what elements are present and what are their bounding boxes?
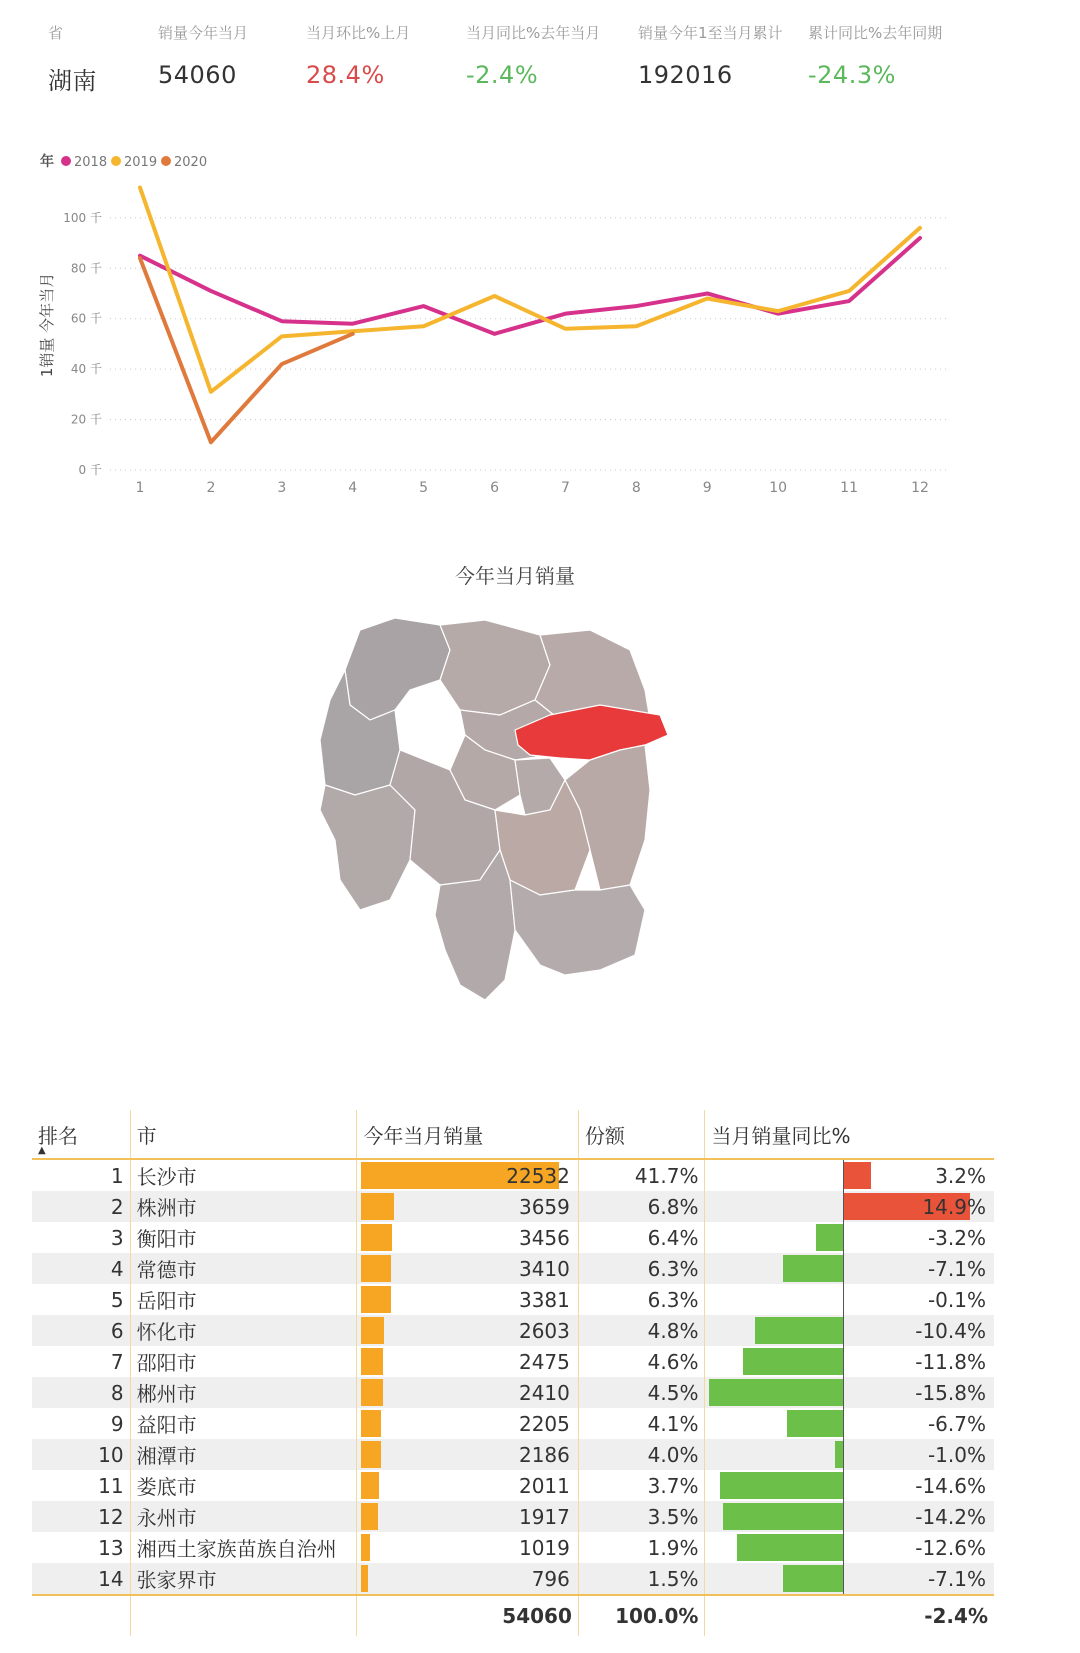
rank-cell: 1 <box>32 1159 130 1191</box>
yoy-value: -14.6% <box>915 1473 986 1498</box>
kpi-cumulative-yoy <box>808 22 942 89</box>
sales-value: 796 <box>531 1566 570 1591</box>
legend-marker <box>111 156 121 166</box>
yoy-value: -15.8% <box>915 1380 986 1405</box>
share-cell: 3.5% <box>578 1501 705 1532</box>
city-cell: 邵阳市 <box>130 1346 357 1377</box>
kpi-label: 销量今年当月 <box>158 24 249 42</box>
yoy-cell <box>705 1377 994 1408</box>
share-cell: 6.3% <box>578 1284 705 1315</box>
sales-value: 2410 <box>518 1380 570 1405</box>
table-row[interactable] <box>32 1470 994 1501</box>
kpi-label: 累计同比%去年同期 <box>808 24 943 42</box>
sales-cell <box>357 1532 579 1563</box>
yoy-value: -12.6% <box>915 1535 986 1560</box>
yoy-value: -7.1% <box>927 1256 986 1281</box>
yoy-cell <box>705 1315 994 1346</box>
yoy-value: -11.8% <box>915 1349 986 1374</box>
city-cell: 岳阳市 <box>130 1284 357 1315</box>
yoy-value: 14.9% <box>922 1194 986 1219</box>
line-chart <box>0 140 1080 540</box>
sales-value: 1019 <box>518 1535 570 1560</box>
legend-title: 年 <box>40 154 54 170</box>
yoy-cell <box>705 1408 994 1439</box>
city-cell: 益阳市 <box>130 1408 357 1439</box>
x-tick-label: 12 <box>911 480 929 496</box>
yoy-cell <box>705 1439 994 1470</box>
col-header-sales[interactable]: 今年当月销量 <box>357 1110 579 1159</box>
share-cell: 41.7% <box>578 1159 705 1191</box>
yoy-cell <box>705 1159 994 1191</box>
table-row[interactable] <box>32 1501 994 1532</box>
x-tick-label: 2 <box>206 480 216 496</box>
x-tick-label: 4 <box>348 480 358 496</box>
sales-cell <box>357 1191 579 1222</box>
kpi-value: 湖南 <box>48 67 97 95</box>
kpi-value: -2.4% <box>466 61 539 89</box>
table-header-row <box>32 1110 994 1159</box>
yoy-cell <box>705 1532 994 1563</box>
yoy-cell <box>705 1346 994 1377</box>
share-cell: 1.5% <box>578 1563 705 1595</box>
yoy-cell <box>705 1470 994 1501</box>
table-total-row <box>32 1595 994 1636</box>
city-cell: 郴州市 <box>130 1377 357 1408</box>
sales-cell <box>357 1284 579 1315</box>
sales-cell <box>357 1408 579 1439</box>
share-cell: 6.3% <box>578 1253 705 1284</box>
sort-ascending-icon: ▲ <box>38 1145 46 1156</box>
total-rank-cell <box>32 1595 130 1636</box>
city-cell: 衡阳市 <box>130 1222 357 1253</box>
city-cell: 湘西土家族苗族自治州 <box>130 1532 357 1563</box>
region-chenzhou[interactable] <box>510 880 645 975</box>
kpi-value: 54060 <box>158 61 237 89</box>
sales-cell <box>357 1563 579 1595</box>
table-row[interactable] <box>32 1563 994 1595</box>
col-header-yoy[interactable]: 当月销量同比% <box>705 1110 994 1159</box>
sales-cell <box>357 1315 579 1346</box>
x-tick-label: 3 <box>277 480 287 496</box>
yoy-cell <box>705 1191 994 1222</box>
x-tick-label: 10 <box>769 480 788 496</box>
legend-label: 2020 <box>174 155 208 170</box>
city-cell: 张家界市 <box>130 1563 357 1595</box>
sales-value: 3659 <box>518 1194 570 1219</box>
yoy-cell <box>705 1501 994 1532</box>
sales-cell <box>357 1253 579 1284</box>
rank-cell: 12 <box>32 1501 130 1532</box>
kpi-label: 当月环比%上月 <box>306 24 411 42</box>
sales-value: 3381 <box>518 1287 570 1312</box>
sales-cell <box>357 1501 579 1532</box>
col-header-share[interactable]: 份额 <box>578 1110 705 1159</box>
sales-value: 2011 <box>518 1473 570 1498</box>
y-tick-label: 100 千 <box>63 210 102 225</box>
sales-value: 1917 <box>518 1504 570 1529</box>
yoy-cell <box>705 1222 994 1253</box>
col-header-rank[interactable]: 排名 ▲ <box>32 1110 130 1159</box>
kpi-value: 192016 <box>638 61 733 89</box>
rank-cell: 4 <box>32 1253 130 1284</box>
hunan-map-svg <box>300 610 720 1070</box>
series-line-2018 <box>140 238 920 334</box>
x-tick-label: 5 <box>419 480 429 496</box>
y-tick-label: 40 千 <box>70 362 102 377</box>
table-row[interactable] <box>32 1439 994 1470</box>
legend-marker <box>61 156 71 166</box>
share-cell: 4.1% <box>578 1408 705 1439</box>
kpi-value: -24.3% <box>808 61 896 89</box>
yoy-value: -6.7% <box>927 1411 986 1436</box>
rank-cell: 8 <box>32 1377 130 1408</box>
y-tick-label: 20 千 <box>70 412 102 427</box>
rank-cell: 7 <box>32 1346 130 1377</box>
kpi-sales-month <box>158 22 248 89</box>
x-tick-label: 11 <box>840 480 859 496</box>
share-cell: 1.9% <box>578 1532 705 1563</box>
kpi-header <box>0 0 1080 110</box>
share-cell: 4.5% <box>578 1377 705 1408</box>
city-cell: 怀化市 <box>130 1315 357 1346</box>
kpi-yoy <box>466 22 600 89</box>
sales-cell <box>357 1222 579 1253</box>
table-row[interactable] <box>32 1159 994 1191</box>
table-row[interactable] <box>32 1532 994 1563</box>
table-row[interactable] <box>32 1253 994 1284</box>
kpi-label: 省 <box>48 24 64 42</box>
sales-value: 2475 <box>518 1349 570 1374</box>
sales-cell <box>357 1346 579 1377</box>
kpi-value: 28.4% <box>306 61 385 89</box>
share-cell: 6.8% <box>578 1191 705 1222</box>
rank-cell: 9 <box>32 1408 130 1439</box>
x-tick-label: 8 <box>631 480 641 496</box>
yoy-value: 3.2% <box>935 1163 986 1188</box>
share-cell: 6.4% <box>578 1222 705 1253</box>
share-cell: 3.7% <box>578 1470 705 1501</box>
legend-marker <box>161 156 171 166</box>
city-cell: 常德市 <box>130 1253 357 1284</box>
sales-cell <box>357 1377 579 1408</box>
rank-cell: 6 <box>32 1315 130 1346</box>
yoy-cell <box>705 1284 994 1315</box>
x-tick-label: 7 <box>560 480 570 496</box>
city-cell: 株洲市 <box>130 1191 357 1222</box>
line-chart-svg <box>0 140 1080 540</box>
kpi-label: 当月同比%去年当月 <box>466 24 601 42</box>
series-line-2020 <box>140 258 353 442</box>
table-row[interactable] <box>32 1346 994 1377</box>
yoy-cell <box>705 1253 994 1284</box>
sales-value: 3410 <box>518 1256 570 1281</box>
sales-value: 2186 <box>518 1442 570 1467</box>
yoy-value: -7.1% <box>927 1566 986 1591</box>
table-row[interactable] <box>32 1222 994 1253</box>
y-tick-label: 80 千 <box>70 261 102 276</box>
share-cell: 4.0% <box>578 1439 705 1470</box>
sales-value: 3456 <box>518 1225 570 1250</box>
yoy-value: -1.0% <box>927 1442 986 1467</box>
region-huaihua[interactable] <box>320 785 415 910</box>
sales-cell <box>357 1470 579 1501</box>
y-tick-label: 0 千 <box>78 463 102 477</box>
kpi-province <box>48 22 97 96</box>
sales-value: 22532 <box>506 1163 570 1188</box>
yoy-value: -10.4% <box>915 1318 986 1343</box>
kpi-label: 销量今年1至当月累计 <box>638 24 783 42</box>
yoy-cell <box>705 1563 994 1595</box>
city-cell: 湘潭市 <box>130 1439 357 1470</box>
legend-label: 2018 <box>74 155 108 170</box>
rank-cell: 2 <box>32 1191 130 1222</box>
city-cell: 长沙市 <box>130 1159 357 1191</box>
sales-value: 2205 <box>518 1411 570 1436</box>
col-header-city[interactable]: 市 <box>130 1110 357 1159</box>
table-row[interactable] <box>32 1315 994 1346</box>
sales-cell <box>357 1159 579 1191</box>
x-tick-label: 1 <box>135 480 145 496</box>
map-title: 今年当月销量 <box>455 564 575 588</box>
kpi-mom <box>306 22 410 89</box>
total-share: 100.0% <box>578 1595 705 1636</box>
city-sales-table <box>32 1110 994 1636</box>
y-tick-label: 60 千 <box>70 311 102 326</box>
x-tick-label: 6 <box>490 480 500 496</box>
y-axis-label: 1销量 今年当月 <box>38 272 56 378</box>
city-cell: 娄底市 <box>130 1470 357 1501</box>
rank-cell: 3 <box>32 1222 130 1253</box>
yoy-value: -14.2% <box>915 1504 986 1529</box>
kpi-cumulative <box>638 22 783 89</box>
total-yoy: -2.4% <box>705 1595 994 1636</box>
rank-cell: 13 <box>32 1532 130 1563</box>
rank-cell: 10 <box>32 1439 130 1470</box>
table-row[interactable] <box>32 1191 994 1222</box>
sales-value: 2603 <box>518 1318 570 1343</box>
rank-cell: 14 <box>32 1563 130 1595</box>
share-cell: 4.6% <box>578 1346 705 1377</box>
table-row[interactable] <box>32 1284 994 1315</box>
share-cell: 4.8% <box>578 1315 705 1346</box>
rank-cell: 5 <box>32 1284 130 1315</box>
legend-label: 2019 <box>124 155 158 170</box>
yoy-value: -0.1% <box>927 1287 986 1312</box>
city-cell: 永州市 <box>130 1501 357 1532</box>
rank-cell: 11 <box>32 1470 130 1501</box>
hunan-map <box>300 610 720 1070</box>
table-row[interactable] <box>32 1377 994 1408</box>
yoy-value: -3.2% <box>927 1225 986 1250</box>
table-row[interactable] <box>32 1408 994 1439</box>
sales-cell <box>357 1439 579 1470</box>
total-sales: 54060 <box>357 1595 579 1636</box>
total-city-cell <box>130 1595 357 1636</box>
region-zhangjiajie[interactable] <box>345 618 450 720</box>
x-tick-label: 9 <box>702 480 712 496</box>
